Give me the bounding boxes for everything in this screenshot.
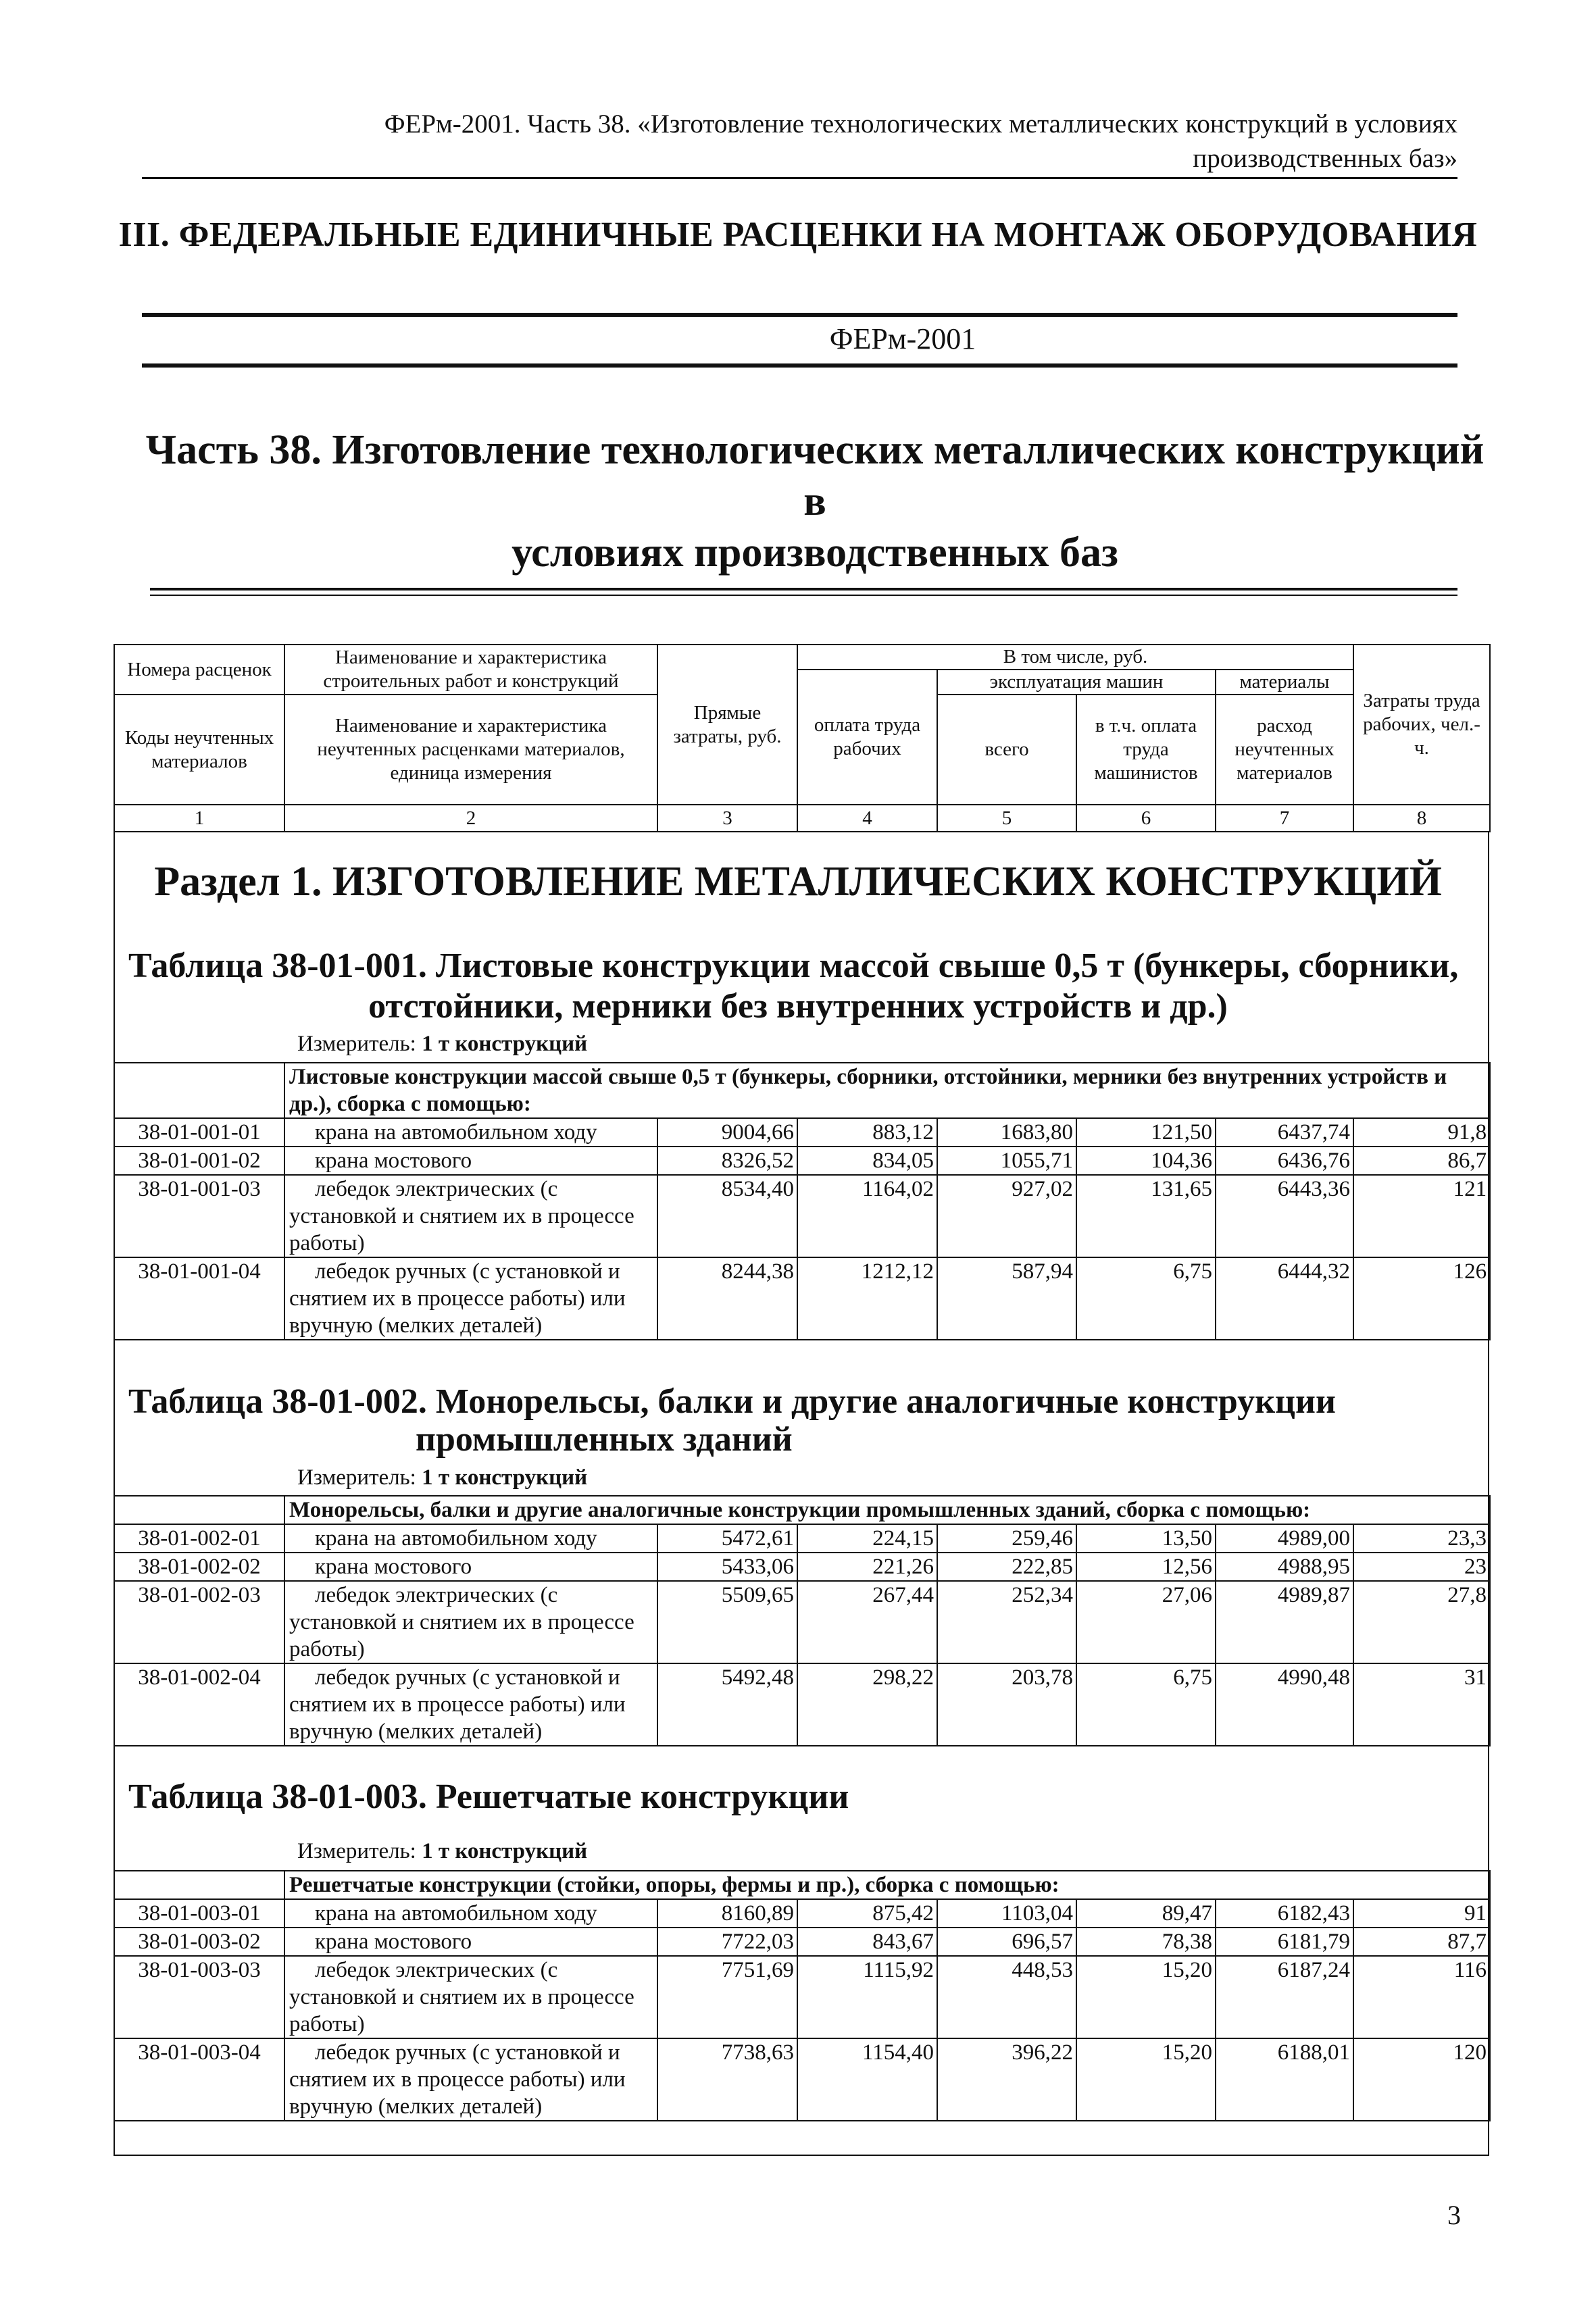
rate-value-c5: 1055,71 — [937, 1147, 1076, 1175]
rate-value-c3: 5472,61 — [657, 1524, 797, 1553]
ferm-label: ФЕРм-2001 — [829, 322, 976, 355]
rate-code: 38-01-001-03 — [114, 1175, 284, 1257]
table-title: Таблица 38-01-001. Листовые конструкции массой свыше 0,5 т (бункеры, сборники, — [128, 947, 1459, 985]
rate-value-c5: 587,94 — [937, 1257, 1076, 1340]
rate-value-c7: 6188,01 — [1216, 2038, 1353, 2121]
measure-line — [297, 1839, 587, 1864]
rate-value-c5: 448,53 — [937, 1956, 1076, 2038]
measure-line — [297, 1465, 587, 1490]
rate-name: крана мостового — [284, 1928, 657, 1956]
rate-value-c6: 27,06 — [1076, 1581, 1216, 1663]
rate-value-c5: 203,78 — [937, 1663, 1076, 1746]
rate-value-c7: 4990,48 — [1216, 1663, 1353, 1746]
rate-value-c8: 27,8 — [1353, 1581, 1490, 1663]
part-title-line1: Часть 38. Изготовление технологических металлических конструкций в — [145, 427, 1485, 524]
header-ekspl: эксплуатация машин — [937, 670, 1216, 695]
rate-name: лебедок ручных (с установкой и снятием их в процессе работы) или вручную (мелких деталей) — [284, 2038, 657, 2121]
header-vtch: в т.ч. оплата труда машинистов — [1076, 695, 1216, 805]
rate-value-c3: 8160,89 — [657, 1899, 797, 1928]
header-oplata: оплата труда рабочих — [797, 670, 937, 805]
rate-value-c7: 6181,79 — [1216, 1928, 1353, 1956]
rate-value-c4: 267,44 — [797, 1581, 937, 1663]
razdel-title: Раздел 1. ИЗГОТОВЛЕНИЕ МЕТАЛЛИЧЕСКИХ КОНСТРУКЦИЙ — [154, 859, 1442, 905]
table-title: Таблица 38-01-002. Монорельсы, балки и другие аналогичные конструкции — [128, 1382, 1336, 1421]
header-vsego: всего — [937, 695, 1076, 805]
rate-value-c6: 131,65 — [1076, 1175, 1216, 1257]
rate-code: 38-01-002-02 — [114, 1553, 284, 1581]
header-kody: Коды неучтенных материалов — [114, 695, 284, 805]
col-number: 3 — [657, 805, 797, 832]
rate-value-c4: 834,05 — [797, 1147, 937, 1175]
rate-value-c4: 1115,92 — [797, 1956, 937, 2038]
rate-value-c6: 15,20 — [1076, 1956, 1216, 2038]
rate-value-c8: 23,3 — [1353, 1524, 1490, 1553]
rate-value-c5: 252,34 — [937, 1581, 1076, 1663]
rate-value-c3: 8244,38 — [657, 1257, 797, 1340]
rate-value-c4: 843,67 — [797, 1928, 937, 1956]
rate-table — [114, 1495, 1491, 1746]
table-row — [114, 1524, 1490, 1553]
rate-value-c8: 91 — [1353, 1899, 1490, 1928]
rate-name: лебедок электрических (с установкой и снятием их в процессе работы) — [284, 1175, 657, 1257]
table-row — [114, 1175, 1490, 1257]
rate-code: 38-01-002-01 — [114, 1524, 284, 1553]
page-number: 3 — [1447, 2200, 1461, 2230]
running-head-rule — [142, 177, 1457, 179]
rate-value-c6: 104,36 — [1076, 1147, 1216, 1175]
table-row — [114, 1581, 1490, 1663]
rate-name: лебедок ручных (с установкой и снятием их в процессе работы) или вручную (мелких деталей) — [284, 1257, 657, 1340]
col-number: 7 — [1216, 805, 1353, 832]
rate-value-c3: 7722,03 — [657, 1928, 797, 1956]
part-title-line2: условиях производственных баз — [512, 530, 1118, 576]
rate-value-c6: 12,56 — [1076, 1553, 1216, 1581]
col-number: 4 — [797, 805, 937, 832]
group-blank — [114, 1063, 284, 1118]
rate-value-c4: 1164,02 — [797, 1175, 937, 1257]
running-head-line1: ФЕРм-2001. Часть 38. «Изготовление технологических металлических конструкций в условиях — [384, 109, 1457, 139]
col-number: 6 — [1076, 805, 1216, 832]
part-title — [135, 424, 1495, 578]
rate-value-c3: 5492,48 — [657, 1663, 797, 1746]
table-row — [114, 1928, 1490, 1956]
measure-label: Измеритель: — [297, 1839, 416, 1863]
rate-name: крана на автомобильном ходу — [284, 1118, 657, 1147]
rate-value-c5: 259,46 — [937, 1524, 1076, 1553]
rate-value-c4: 875,42 — [797, 1899, 937, 1928]
rate-value-c4: 224,15 — [797, 1524, 937, 1553]
header-rashod: расход неучтенных материалов — [1216, 695, 1353, 805]
rate-value-c5: 222,85 — [937, 1553, 1076, 1581]
rate-value-c5: 927,02 — [937, 1175, 1076, 1257]
rate-code: 38-01-002-03 — [114, 1581, 284, 1663]
measure-label: Измеритель: — [297, 1032, 416, 1056]
rate-value-c8: 86,7 — [1353, 1147, 1490, 1175]
header-naim: Наименование и характеристика строительных работ и конструкций — [284, 645, 657, 695]
rate-value-c6: 89,47 — [1076, 1899, 1216, 1928]
header-zatraty: Затраты труда рабочих, чел.-ч. — [1353, 645, 1490, 805]
rate-value-c7: 6436,76 — [1216, 1147, 1353, 1175]
rate-value-c7: 6182,43 — [1216, 1899, 1353, 1928]
col-number: 1 — [114, 805, 284, 832]
rate-value-c7: 4988,95 — [1216, 1553, 1353, 1581]
rate-value-c6: 78,38 — [1076, 1928, 1216, 1956]
table-row — [114, 1257, 1490, 1340]
rate-value-c4: 1212,12 — [797, 1257, 937, 1340]
group-blank — [114, 1496, 284, 1524]
rate-value-c6: 121,50 — [1076, 1118, 1216, 1147]
rate-value-c8: 31 — [1353, 1663, 1490, 1746]
measure-value: 1 т конструкций — [422, 1465, 588, 1490]
table-row — [114, 1899, 1490, 1928]
rate-name: лебедок электрических (с установкой и снятием их в процессе работы) — [284, 1956, 657, 2038]
rate-code: 38-01-003-01 — [114, 1899, 284, 1928]
double-rule — [150, 588, 1457, 596]
rate-value-c7: 6187,24 — [1216, 1956, 1353, 2038]
rate-value-c4: 221,26 — [797, 1553, 937, 1581]
header-pryamye: Прямые затраты, руб. — [657, 645, 797, 805]
group-blank — [114, 1871, 284, 1899]
group-caption: Монорельсы, балки и другие аналогичные конструкции промышленных зданий, сборка с помощью: — [284, 1496, 1490, 1524]
rate-value-c5: 696,57 — [937, 1928, 1076, 1956]
rate-value-c5: 396,22 — [937, 2038, 1076, 2121]
rate-value-c4: 1154,40 — [797, 2038, 937, 2121]
rate-value-c6: 13,50 — [1076, 1524, 1216, 1553]
table-title: промышленных зданий — [416, 1420, 793, 1459]
table-row — [114, 1663, 1490, 1746]
rate-code: 38-01-003-04 — [114, 2038, 284, 2121]
table-row — [114, 2038, 1490, 2121]
rate-code: 38-01-002-04 — [114, 1663, 284, 1746]
header-nomera: Номера расценок — [114, 645, 284, 695]
rate-value-c4: 883,12 — [797, 1118, 937, 1147]
rate-value-c8: 23 — [1353, 1553, 1490, 1581]
rate-code: 38-01-003-02 — [114, 1928, 284, 1956]
rate-code: 38-01-001-02 — [114, 1147, 284, 1175]
rate-code: 38-01-003-03 — [114, 1956, 284, 2038]
group-caption: Решетчатые конструкции (стойки, опоры, фермы и пр.), сборка с помощью: — [284, 1871, 1490, 1899]
rate-value-c7: 4989,87 — [1216, 1581, 1353, 1663]
rate-name: лебедок электрических (с установкой и снятием их в процессе работы) — [284, 1581, 657, 1663]
rate-code: 38-01-001-01 — [114, 1118, 284, 1147]
col-number: 8 — [1353, 805, 1490, 832]
rate-value-c3: 5509,65 — [657, 1581, 797, 1663]
rate-name: крана на автомобильном ходу — [284, 1524, 657, 1553]
rate-value-c7: 4989,00 — [1216, 1524, 1353, 1553]
measure-value: 1 т конструкций — [422, 1032, 588, 1056]
rate-name: крана на автомобильном ходу — [284, 1899, 657, 1928]
measure-line — [297, 1032, 587, 1057]
header-naim2: Наименование и характеристика неучтенных расценками материалов, единица измерения — [284, 695, 657, 805]
group-caption: Листовые конструкции массой свыше 0,5 т (бункеры, сборники, отстойники, мерники без внутренних устройств и др.), сборка с помощью: — [284, 1063, 1490, 1118]
table-title: Таблица 38-01-003. Решетчатые конструкции — [128, 1778, 849, 1816]
rate-value-c6: 15,20 — [1076, 2038, 1216, 2121]
header-vtom: В том числе, руб. — [797, 645, 1353, 670]
rate-value-c7: 6444,32 — [1216, 1257, 1353, 1340]
rate-name: крана мостового — [284, 1553, 657, 1581]
running-head — [135, 107, 1457, 176]
rate-table — [114, 1870, 1491, 2121]
rate-value-c8: 121 — [1353, 1175, 1490, 1257]
rate-value-c3: 7751,69 — [657, 1956, 797, 2038]
rate-name: крана мостового — [284, 1147, 657, 1175]
rate-value-c3: 8326,52 — [657, 1147, 797, 1175]
rate-value-c5: 1683,80 — [937, 1118, 1076, 1147]
measure-label: Измеритель: — [297, 1465, 416, 1490]
table-row — [114, 1118, 1490, 1147]
rate-value-c8: 120 — [1353, 2038, 1490, 2121]
rate-value-c6: 6,75 — [1076, 1663, 1216, 1746]
rate-value-c3: 8534,40 — [657, 1175, 797, 1257]
rate-code: 38-01-001-04 — [114, 1257, 284, 1340]
table-row — [114, 1147, 1490, 1175]
rate-value-c7: 6437,74 — [1216, 1118, 1353, 1147]
rate-value-c8: 87,7 — [1353, 1928, 1490, 1956]
rate-value-c4: 298,22 — [797, 1663, 937, 1746]
rate-value-c8: 116 — [1353, 1956, 1490, 2038]
table-row — [114, 1956, 1490, 2038]
column-header-table — [114, 644, 1491, 832]
rate-value-c8: 126 — [1353, 1257, 1490, 1340]
section-title: III. ФЕДЕРАЛЬНЫЕ ЕДИНИЧНЫЕ РАСЦЕНКИ НА МОНТАЖ ОБОРУДОВАНИЯ — [118, 216, 1478, 254]
rate-table — [114, 1062, 1491, 1340]
header-materialy: материалы — [1216, 670, 1353, 695]
ferm-rule-bottom — [142, 363, 1457, 368]
rate-value-c8: 91,8 — [1353, 1118, 1490, 1147]
rate-value-c3: 5433,06 — [657, 1553, 797, 1581]
col-number: 2 — [284, 805, 657, 832]
rate-value-c7: 6443,36 — [1216, 1175, 1353, 1257]
running-head-line2: производственных баз» — [1193, 144, 1457, 173]
rate-value-c6: 6,75 — [1076, 1257, 1216, 1340]
col-number: 5 — [937, 805, 1076, 832]
measure-value: 1 т конструкций — [422, 1839, 588, 1863]
table-title: отстойники, мерники без внутренних устройств и др.) — [368, 987, 1228, 1026]
rate-value-c3: 9004,66 — [657, 1118, 797, 1147]
rate-value-c5: 1103,04 — [937, 1899, 1076, 1928]
rate-name: лебедок ручных (с установкой и снятием их в процессе работы) или вручную (мелких деталей) — [284, 1663, 657, 1746]
table-row — [114, 1553, 1490, 1581]
rate-value-c3: 7738,63 — [657, 2038, 797, 2121]
